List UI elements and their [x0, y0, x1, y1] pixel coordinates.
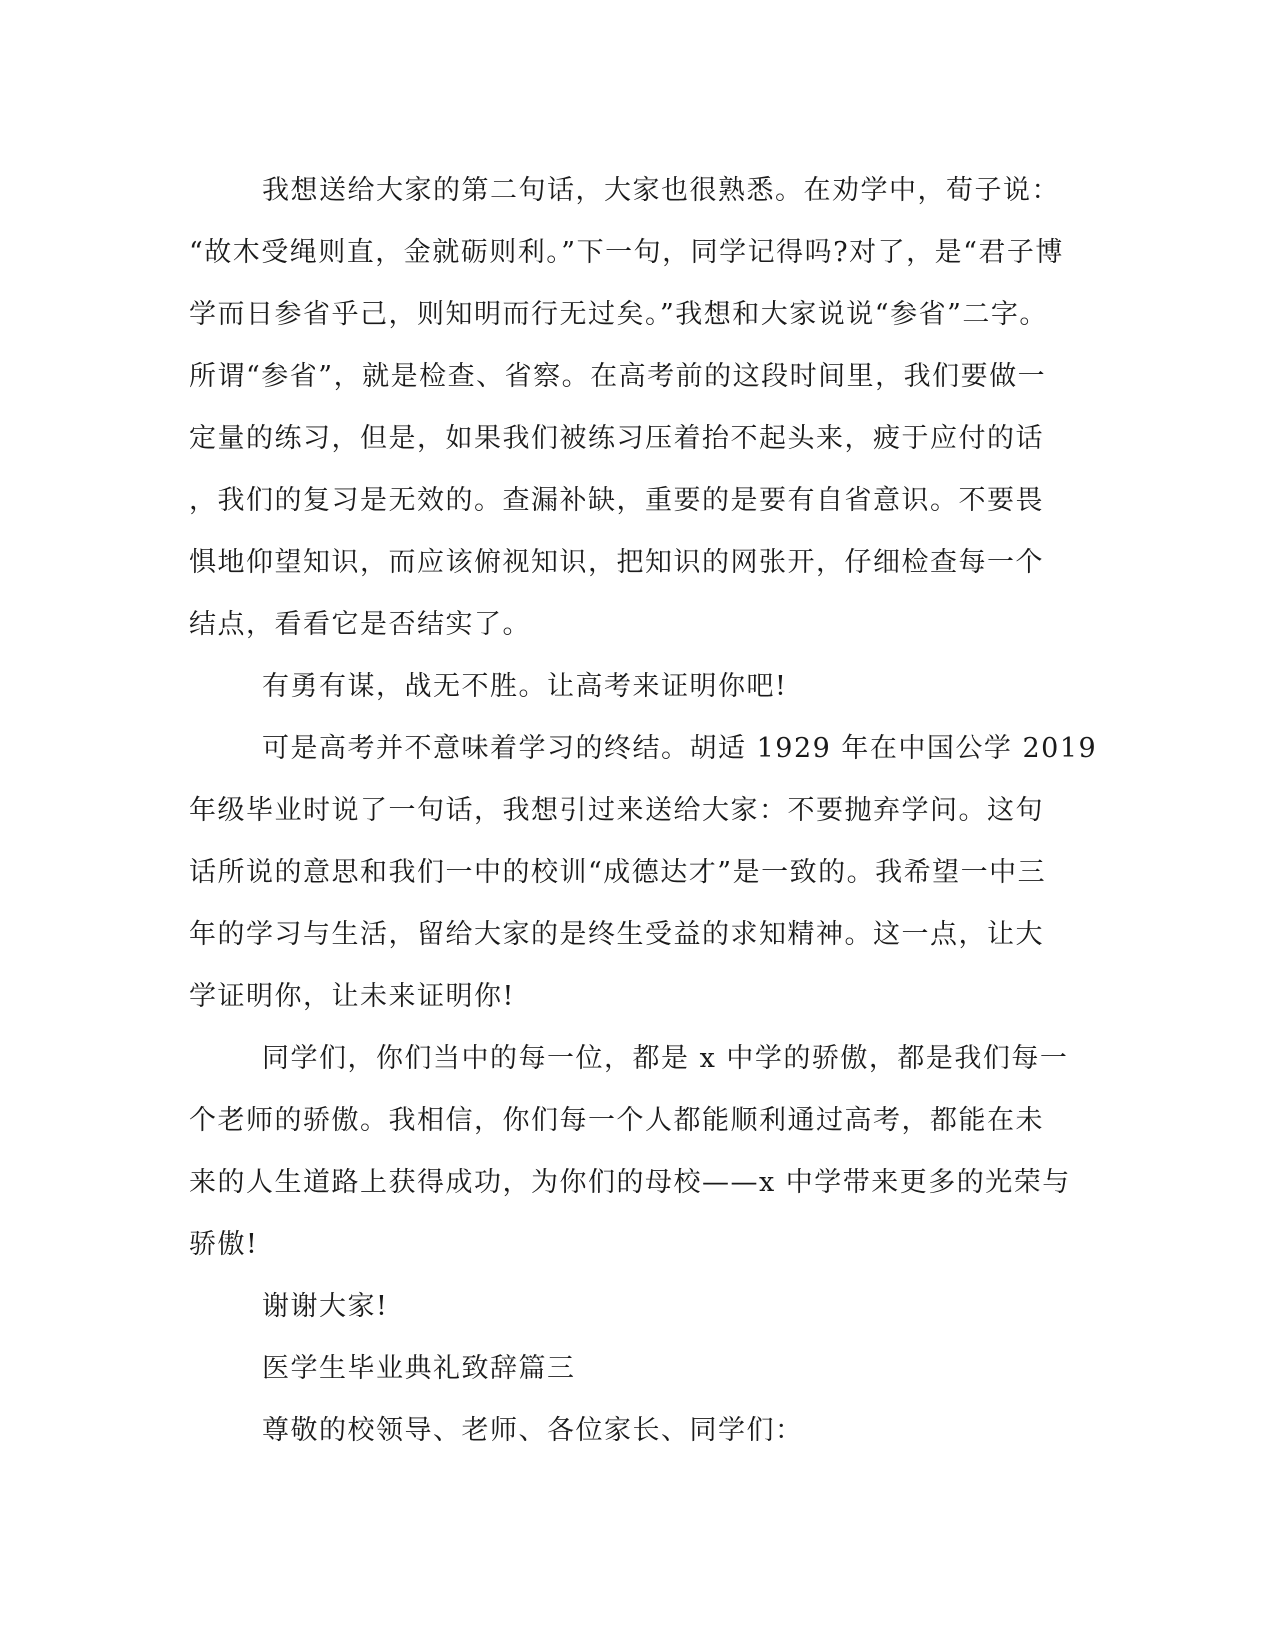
text-line: 可是高考并不意味着学习的终结。胡适 1929 年在中国公学 2019 [262, 733, 1098, 764]
text-line: 谢谢大家! [262, 1291, 389, 1322]
text-line: 结点，看看它是否结实了。 [189, 609, 531, 640]
text-line: “故木受绳则直，金就砺则利。”下一句，同学记得吗?对了，是“君子博 [189, 237, 1064, 268]
text-line: 年的学习与生活，留给大家的是终生受益的求知精神。这一点，让大 [189, 919, 1044, 950]
text-line: 我想送给大家的第二句话，大家也很熟悉。在劝学中，荀子说： [262, 175, 1060, 206]
text-line: ，我们的复习是无效的。查漏补缺，重要的是要有自省意识。不要畏 [189, 485, 1044, 516]
text-line: 个老师的骄傲。我相信，你们每一个人都能顺利通过高考，都能在未 [189, 1105, 1044, 1136]
text-line: 年级毕业时说了一句话，我想引过来送给大家：不要抛弃学问。这句 [189, 795, 1044, 826]
text-line: 定量的练习，但是，如果我们被练习压着抬不起头来，疲于应付的话 [189, 423, 1044, 454]
text-line: 来的人生道路上获得成功，为你们的母校——x 中学带来更多的光荣与 [189, 1167, 1071, 1198]
text-line: 有勇有谋，战无不胜。让高考来证明你吧! [262, 671, 788, 702]
document-body [189, 160, 1098, 1462]
text-line: 骄傲! [189, 1229, 259, 1260]
text-line: 学证明你，让未来证明你! [189, 981, 515, 1012]
text-line: 同学们，你们当中的每一位，都是 x 中学的骄傲，都是我们每一 [262, 1043, 1069, 1074]
salutation-line: 尊敬的校领导、老师、各位家长、同学们： [262, 1415, 804, 1446]
text-line: 所谓“参省”，就是检查、省察。在高考前的这段时间里，我们要做一 [189, 361, 1047, 392]
text-line: 学而日参省乎己，则知明而行无过矣。”我想和大家说说“参省”二字。 [189, 299, 1048, 330]
text-line: 话所说的意思和我们一中的校训“成德达才”是一致的。我希望一中三 [189, 857, 1047, 888]
text-line: 惧地仰望知识，而应该俯视知识，把知识的网张开，仔细检查每一个 [189, 547, 1044, 578]
section-heading: 医学生毕业典礼致辞篇三 [262, 1353, 576, 1384]
